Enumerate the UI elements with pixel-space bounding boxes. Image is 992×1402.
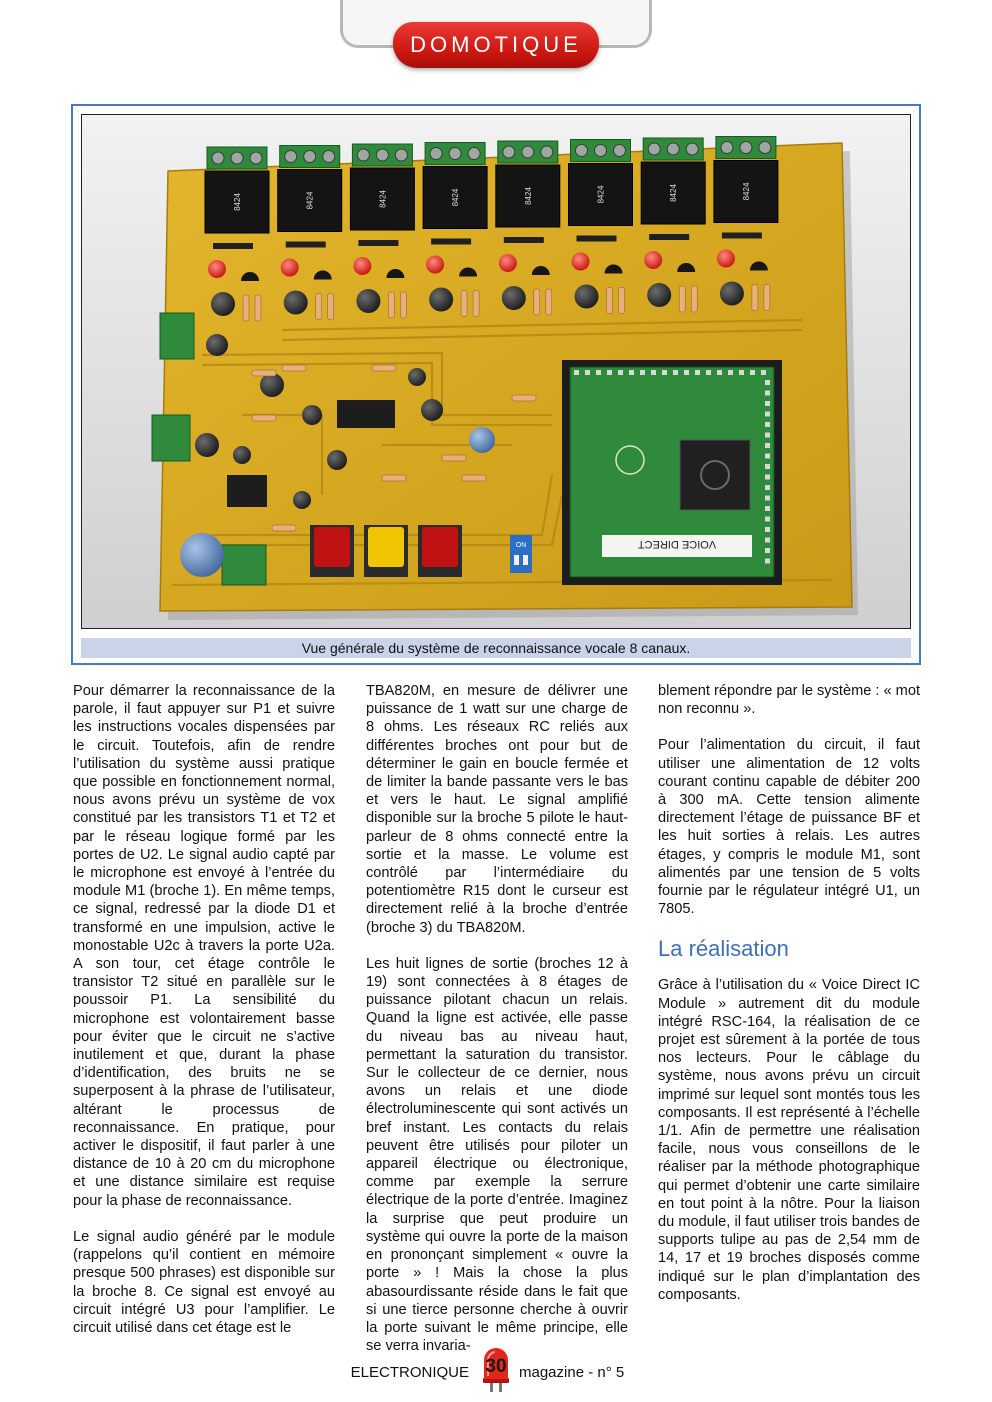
- pin: [765, 475, 770, 480]
- paragraph: Pour l’alimentation du circuit, il faut utiliser une alimentation de 12 volts courant continu capable de débiter 200 à 300 mA. Cette tension alimente directement l’étage de puissance BF et les huit sorties à relais. Les autres étages, y compris le module M1, sont alimentés par une tension de 5 volts fournie par le régulateur intégré U1, un 7805.: [658, 737, 920, 918]
- capacitor: [206, 334, 228, 356]
- red-push-button-1: [314, 527, 350, 567]
- module-chip: [680, 440, 750, 510]
- pin: [765, 496, 770, 501]
- pin: [695, 370, 700, 375]
- terminal-screw: [541, 146, 553, 158]
- terminal-block-left-2: [152, 415, 190, 461]
- terminal-screw: [522, 146, 534, 158]
- pin: [765, 412, 770, 417]
- pin: [728, 370, 733, 375]
- resistor: [691, 286, 697, 312]
- capacitor: [408, 368, 426, 386]
- resistor: [679, 286, 685, 312]
- article-column-3: [658, 682, 920, 1322]
- resistor: [372, 365, 396, 371]
- capacitor: [302, 405, 322, 425]
- figure-caption: Vue générale du système de reconnaissance vocale 8 canaux.: [81, 638, 911, 658]
- section-banner: [393, 22, 599, 68]
- pin: [607, 370, 612, 375]
- red-led: [499, 254, 517, 272]
- page-footer: [0, 1344, 992, 1394]
- dip-switch: [510, 535, 532, 573]
- terminal-screw: [595, 145, 607, 157]
- electrolytic-capacitor: [284, 291, 308, 315]
- resistor: [252, 415, 276, 421]
- terminal-screw: [667, 143, 679, 155]
- article-column-2: [366, 682, 628, 1373]
- diode: [431, 239, 471, 245]
- terminal-block-left-1: [160, 313, 194, 359]
- paragraph: Le signal audio généré par le module (rappelons qu’il contient en mémoire presque 500 phrases) est disponible sur la broche 8. Ce signal est envoyé au circuit intégré U3 pour l’amplifier. Le circuit utilisé dans cet étage est le: [73, 1228, 335, 1336]
- terminal-screw: [576, 145, 588, 157]
- diode: [213, 243, 253, 249]
- terminal-screw: [357, 149, 369, 161]
- push-buttons: [310, 525, 462, 577]
- resistor: [512, 395, 536, 401]
- pin: [662, 370, 667, 375]
- paragraph: Pour démarrer la reconnaissance de la parole, il faut appuyer sur P1 et suivre les instructions vocales dispensées par le circuit. Toutefois, afin de rendre l’utilisation du système aussi pratique que possible en fonctionnement normal, nous avons prévu un système de vox constitué par les transistors T1 et T2 et par le réseau logique formé par les portes de U2. Le signal audio capté par le microphone est envoyé à l’entrée du module M1 (broche 1). En même temps, ce signal, redressé par la diode D1 et transformé en une impulsion, active le monostable U2c à travers la porte U2a. A son tour, cet étage contrôle le transistor T2 situé en parallèle sur le poussoir P1. La sensibilité du microphone est volontairement basse pour éviter que le circuit ne s’active inutilement et que, durant la phase d’identification, des bruits ne se superposent à la phrase de l’utilisateur, altérant le processus de reconnaissance. En pratique, pour activer le dispositif, il faut parler à une distance de 10 à 20 cm du microphone et une distance similaire est requise pour la phase de reconnaissance.: [73, 683, 335, 1209]
- red-led: [208, 260, 226, 278]
- pin: [629, 370, 634, 375]
- yellow-push-button: [368, 527, 404, 567]
- terminal-screw: [740, 142, 752, 154]
- resistor: [272, 525, 296, 531]
- relay-label: 8424: [378, 190, 388, 208]
- section-title: DOMOTIQUE: [410, 32, 582, 57]
- pin: [765, 443, 770, 448]
- diode: [722, 233, 762, 239]
- electrolytic-capacitor: [575, 285, 599, 309]
- diode: [649, 234, 689, 240]
- red-led: [717, 250, 735, 268]
- red-led: [572, 253, 590, 271]
- resistor: [388, 292, 394, 318]
- red-push-button-2: [422, 527, 458, 567]
- pin: [765, 538, 770, 543]
- pin: [765, 391, 770, 396]
- magazine-name: ELECTRONIQUE: [350, 1364, 469, 1381]
- red-led: [644, 251, 662, 269]
- pin: [765, 517, 770, 522]
- relay-label: 8424: [669, 184, 679, 202]
- dip-lever-2: [523, 555, 528, 565]
- paragraph: Les huit lignes de sortie (broches 12 à 19) sont connectées à 8 étages de puissance pilotant chacun un relais. Quand la ligne est activée, elle passe du niveau bas au niveau haut, permettant la saturation du transistor. Sur le collecteur de ce dernier, nous avons un relais et une diode électroluminescente qui sont activés un bref instant. Les contacts du relais peuvent être utilisés pour piloter un appareil électrique ou électronique, comme par exemple la serrure électrique de la porte d’entrée. Imaginez la surprise que peut produire un système qui ouvre la porte de la maison en prononçant simplement « ouvre la porte » ! Mais la chose la plus abasourdissante réside dans le fait que si une tierce personne cherche à ouvrir la porte suivant le même principe, elle se verra invaria-: [366, 955, 628, 1355]
- ic-tba820m: [337, 400, 395, 428]
- resistor: [316, 294, 322, 320]
- pcb-illustration: [82, 115, 910, 628]
- electrolytic-capacitor: [720, 282, 744, 306]
- pin: [706, 370, 711, 375]
- terminal-screw: [468, 148, 480, 160]
- figure: [71, 104, 921, 665]
- dip-lever-1: [514, 555, 519, 565]
- pin: [765, 422, 770, 427]
- pin: [574, 370, 579, 375]
- diode: [286, 242, 326, 248]
- capacitor: [293, 491, 311, 509]
- dip-switch-label: ON: [515, 542, 527, 549]
- paragraph: Grâce à l’utilisation du « Voice Direct IC Module » autrement dit du module intégré RSC-164, la réalisation de ce projet est sûrement à la portée de tous nos lecteurs. Pour le câblage du système, nous avons prévu un circuit imprimé sur lequel sont montés tous les composants. Il est représenté à l’échelle 1/1. Afin de permettre une réalisation facile, nous vous conseillons de le réaliser par la méthode photographique qui permet d’obtenir une carte similaire en tout point à la nôtre. Pour la liaison du module, il faut utiliser trois bandes de supports tulipe au pas de 2,54 mm de 14, 17 et 19 broches disposés comme indiqué sur le plan d’implantation des composants.: [658, 977, 920, 1303]
- article-column-1: [73, 682, 335, 1355]
- terminal-screw: [304, 151, 316, 163]
- terminal-screw: [759, 142, 771, 154]
- resistor: [462, 475, 486, 481]
- terminal-screw: [376, 149, 388, 161]
- electrolytic-capacitor: [429, 288, 453, 312]
- pin: [765, 401, 770, 406]
- voice-direct-module: [562, 360, 782, 585]
- terminal-screw: [250, 152, 262, 164]
- relay-label: 8424: [451, 188, 461, 207]
- terminal-screw: [721, 142, 733, 154]
- resistor: [328, 294, 334, 320]
- resistor: [255, 295, 261, 321]
- resistor: [400, 292, 406, 318]
- pin: [651, 370, 656, 375]
- dip-switch-body: [510, 535, 532, 573]
- electrolytic-capacitor: [502, 286, 526, 310]
- pin: [750, 370, 755, 375]
- led-page-icon: [481, 1346, 511, 1392]
- pin: [618, 370, 623, 375]
- module-label: VOICE DIRECT: [637, 538, 717, 550]
- page-number: 30: [485, 1356, 507, 1377]
- relay-label: 8424: [523, 187, 533, 205]
- pin: [765, 527, 770, 532]
- resistor: [252, 370, 276, 376]
- resistor: [442, 455, 466, 461]
- terminal-screw: [430, 148, 442, 160]
- paragraph: TBA820M, en mesure de délivrer une puissance de 1 watt sur une charge de 8 ohms. Les réseaux RC reliés aux différentes broches ont pour but de déterminer le gain en boucle fermée et de limiter la bande passante vers le bas et vers le haut. Le signal amplifié disponible sur la broche 5 pilote le haut-parleur de 8 ohms connecté entre la sortie et la masse. Le volume est contrôlé par l’intermédiaire du potentiomètre R15 dont le curseur est directement relié à la broche d’entrée (broche 3) du TBA820M.: [366, 683, 628, 936]
- terminal-screw: [449, 148, 461, 160]
- pin: [765, 380, 770, 385]
- resistor: [607, 288, 613, 314]
- terminal-block-left-3: [222, 545, 266, 585]
- large-capacitor: [180, 533, 224, 577]
- electrolytic-capacitor: [647, 283, 671, 307]
- resistor: [534, 289, 540, 315]
- terminal-screw: [212, 152, 224, 164]
- relay-label: 8424: [305, 191, 315, 210]
- resistor: [473, 291, 479, 317]
- capacitor: [327, 450, 347, 470]
- capacitor: [469, 427, 495, 453]
- pin: [765, 433, 770, 438]
- pin: [765, 454, 770, 459]
- capacitor: [195, 433, 219, 457]
- capacitor: [260, 373, 284, 397]
- resistor: [382, 475, 406, 481]
- ic-u2: [227, 475, 267, 507]
- pin: [739, 370, 744, 375]
- pin: [640, 370, 645, 375]
- diode: [577, 236, 617, 242]
- red-led: [426, 256, 444, 274]
- pin: [717, 370, 722, 375]
- pin: [585, 370, 590, 375]
- capacitor: [421, 399, 443, 421]
- red-led: [353, 257, 371, 275]
- terminal-screw: [648, 143, 660, 155]
- resistor: [282, 365, 306, 371]
- capacitor: [233, 446, 251, 464]
- terminal-screw: [285, 151, 297, 163]
- pin: [765, 559, 770, 564]
- circuit-board-photo: [81, 114, 911, 629]
- resistor: [619, 288, 625, 314]
- pin: [765, 548, 770, 553]
- terminal-screw: [231, 152, 243, 164]
- pin: [765, 464, 770, 469]
- pin: [596, 370, 601, 375]
- red-led: [281, 259, 299, 277]
- resistor: [243, 295, 249, 321]
- resistor: [546, 289, 552, 315]
- resistor: [752, 285, 758, 311]
- terminal-screw: [323, 151, 335, 163]
- pin: [765, 506, 770, 511]
- relay-label: 8424: [233, 193, 242, 211]
- terminal-screw: [503, 146, 515, 158]
- paragraph: blement répondre par le système : « mot non reconnu ».: [658, 683, 921, 718]
- terminal-screw: [395, 149, 407, 161]
- diode: [504, 237, 544, 243]
- diode: [358, 240, 398, 246]
- pin: [684, 370, 689, 375]
- pin: [765, 485, 770, 490]
- pin: [761, 370, 766, 375]
- resistor: [764, 285, 770, 311]
- resistor: [461, 291, 467, 317]
- electrolytic-capacitor: [211, 292, 235, 316]
- section-heading: La réalisation: [658, 936, 789, 962]
- magazine-issue: magazine - n° 5: [519, 1364, 625, 1381]
- electrolytic-capacitor: [356, 289, 380, 313]
- relay-label: 8424: [741, 182, 751, 201]
- pin: [673, 370, 678, 375]
- terminal-screw: [614, 145, 626, 157]
- terminal-screw: [686, 143, 698, 155]
- relay-label: 8424: [596, 185, 606, 204]
